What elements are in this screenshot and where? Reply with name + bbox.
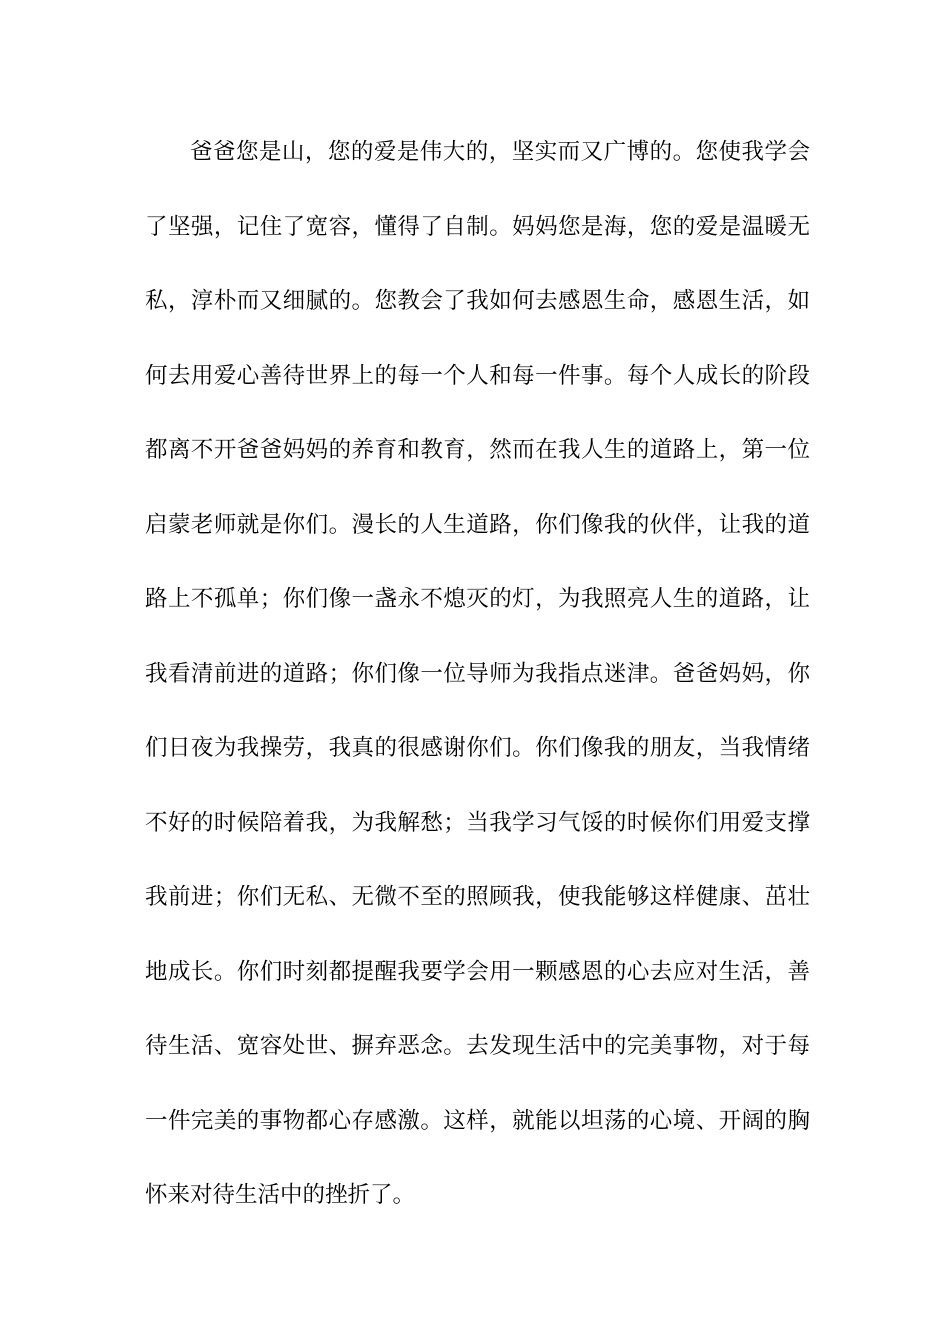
- paragraph-line: 爸爸您是山，您的爱是伟大的，坚实而又广博的。您使我学会: [190, 139, 810, 165]
- paragraph-line: 待生活、宽容处世、摒弃恶念。去发现生活中的完美事物，对于每: [145, 1033, 810, 1059]
- paragraph-line: 一件完美的事物都心存感激。这样，就能以坦荡的心境、开阔的胸: [145, 1107, 810, 1134]
- paragraph-line: 都离不开爸爸妈妈的养育和教育，然而在我人生的道路上，第一位: [145, 437, 810, 463]
- paragraph-line: 路上不孤单；你们像一盏永不熄灭的灯，为我照亮人生的道路，让: [145, 586, 810, 612]
- paragraph-line: 我前进；你们无私、无微不至的照顾我，使我能够这样健康、茁壮: [145, 884, 810, 910]
- paragraph-line: 怀来对待生活中的挫折了。: [145, 1182, 416, 1208]
- paragraph-line: 我看清前进的道路；你们像一位导师为我指点迷津。爸爸妈妈，你: [145, 660, 810, 687]
- paragraph-line: 何去用爱心善待世界上的每一个人和每一件事。每个人成长的阶段: [145, 362, 810, 389]
- paragraph-line: 不好的时候陪着我，为我解愁；当我学习气馁的时候你们用爱支撑: [145, 809, 810, 836]
- paragraph-line: 了坚强，记住了宽容，懂得了自制。妈妈您是海，您的爱是温暖无: [145, 213, 810, 240]
- body-paragraph: [145, 128, 810, 1246]
- paragraph-line: 私，淳朴而又细腻的。您教会了我如何去感恩生命，感恩生活，如: [145, 288, 810, 314]
- paragraph-line: 启蒙老师就是你们。漫长的人生道路，你们像我的伙伴，让我的道: [145, 511, 810, 538]
- paragraph-line: 们日夜为我操劳，我真的很感谢你们。你们像我的朋友，当我情绪: [145, 735, 810, 761]
- paragraph-line: 地成长。你们时刻都提醒我要学会用一颗感恩的心去应对生活，善: [145, 958, 810, 985]
